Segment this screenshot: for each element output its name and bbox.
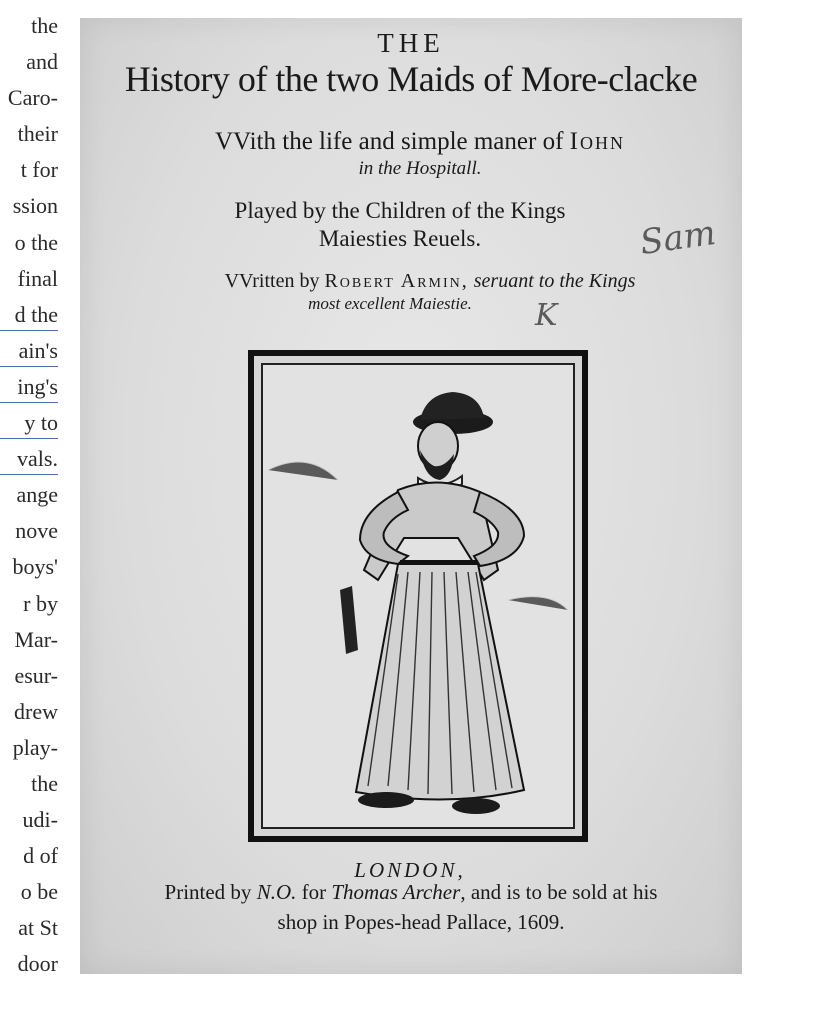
book-line: their — [17, 121, 58, 147]
subtitle-text: VVith the life and simple maner of — [215, 128, 564, 155]
imprint-city: LONDON, — [354, 858, 466, 882]
handwritten-annotation-k: K — [535, 298, 558, 333]
book-line: o the — [14, 229, 58, 255]
imprint-publisher: Thomas Archer — [331, 880, 461, 904]
title-the: THE — [377, 28, 445, 58]
book-line: the — [31, 770, 58, 796]
book-line: drew — [14, 698, 58, 724]
imprint-printed-by: Printed by — [164, 880, 252, 904]
book-line: d of — [23, 843, 58, 869]
author-name: Robert Armin, — [324, 270, 469, 292]
play-title: History of the two Maids of More-clacke — [124, 59, 698, 99]
book-line: Caro- — [7, 85, 58, 111]
book-line: ssion — [12, 193, 58, 219]
subtitle-name: Iohn — [569, 128, 625, 155]
book-page-margin-text — [0, 8, 58, 983]
imprint-shop-line: shop in Popes-head Pallace, 1609. — [277, 910, 565, 934]
book-line: at St — [18, 915, 58, 941]
book-line: esur- — [14, 662, 58, 688]
book-line: door — [17, 951, 58, 977]
book-line: the — [31, 13, 58, 38]
book-line: y to — [0, 405, 58, 441]
book-line: ing's — [0, 369, 58, 405]
book-line: final — [17, 265, 58, 291]
book-line: t for — [20, 157, 58, 183]
book-line: d the — [0, 297, 58, 333]
book-line: and — [26, 49, 58, 75]
author-maiestie: most excellent Maiestie. — [308, 294, 472, 313]
imprint-for: for — [301, 880, 327, 904]
subtitle-hospital: in the Hospitall. — [358, 158, 482, 179]
handwritten-annotation-sam: Sam — [637, 212, 719, 264]
book-line: nove — [15, 518, 58, 544]
title-page-reproduction — [80, 18, 742, 974]
book-line: ain's — [0, 333, 58, 369]
author-servant: seruant to the Kings — [473, 270, 636, 292]
book-line: vals. — [0, 441, 58, 477]
book-line: r by — [23, 590, 58, 616]
performance-line: Played by the Children of the Kings — [234, 198, 566, 223]
book-line: play- — [12, 734, 58, 760]
performance-company: Maiesties Reuels. — [318, 226, 482, 251]
book-line: boys' — [12, 554, 58, 580]
imprint-printer: N.O. — [256, 880, 297, 904]
written-by: VVritten by — [224, 270, 320, 292]
author-line — [180, 270, 680, 293]
book-line: o be — [20, 879, 58, 905]
book-line: ange — [16, 482, 58, 508]
subtitle-john — [170, 128, 670, 156]
imprint-printer-line — [80, 880, 742, 905]
book-line: udi- — [22, 807, 58, 833]
imprint-sold: , and is to be sold at his — [460, 880, 658, 904]
book-line: Mar- — [14, 626, 58, 652]
woodcut-illustration — [248, 350, 588, 842]
